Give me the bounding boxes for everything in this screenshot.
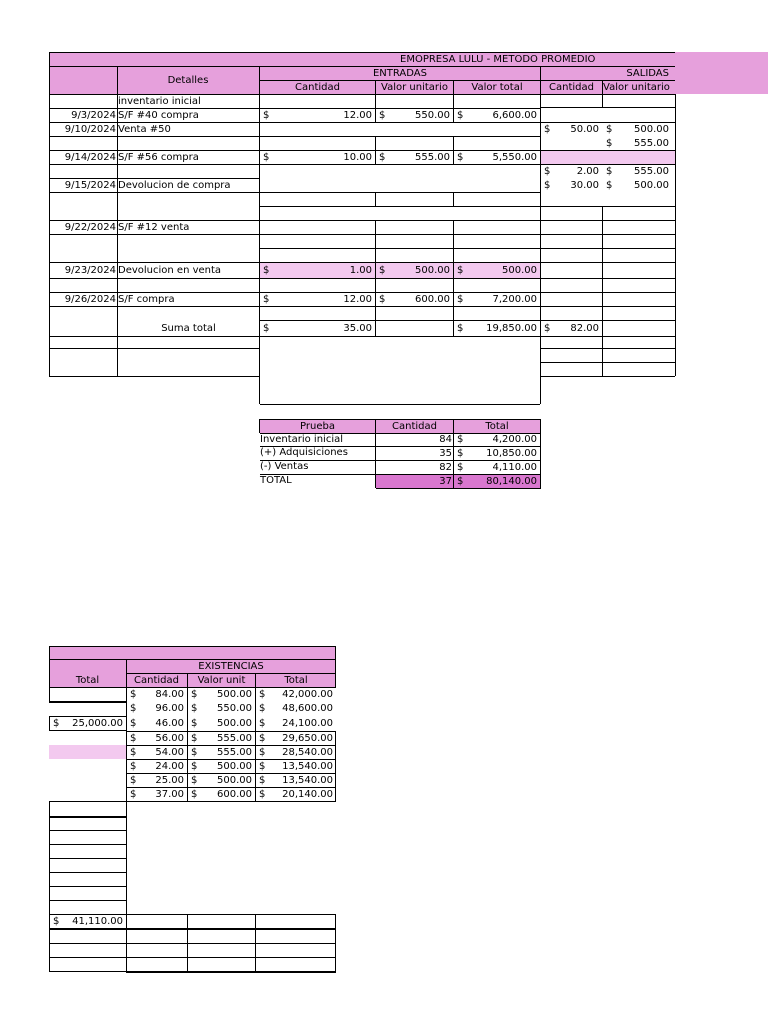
existencias-col-cantidad: Cantidad: [134, 674, 179, 686]
e-unit-r5: $ 555.00: [379, 151, 450, 163]
existencias-final-total: $ 41,110.00: [53, 915, 123, 927]
existencias-col-valor: Valor unit: [197, 674, 246, 686]
detail-r5: S/F #56 compra: [118, 152, 199, 163]
prueba-total: $ 4,110.00: [457, 461, 537, 473]
ex-total: $ 28,540.00: [259, 746, 333, 758]
rule: [49, 872, 127, 873]
detail-r10: S/F compra: [118, 294, 175, 305]
ex-unit: $ 600.00: [191, 788, 252, 800]
prueba-total: $ 4,200.00: [457, 434, 537, 445]
ex-unit: $ 555.00: [191, 732, 252, 744]
rule: [126, 914, 127, 972]
rule: [259, 94, 260, 404]
date-r9: 9/23/2024: [64, 264, 116, 276]
rule: [49, 687, 127, 701]
rule: [49, 886, 127, 887]
rule: [49, 957, 336, 958]
prueba-col-total: Total: [485, 420, 509, 432]
suma-s-qty: $ 82.00: [544, 322, 599, 334]
ex-unit: $ 555.00: [191, 746, 252, 758]
date-r3: 9/10/2024: [64, 123, 116, 135]
e-qty-r10: $ 12.00: [263, 293, 372, 305]
col-valor-unitario: Valor unitario: [381, 81, 448, 93]
rule: [541, 94, 675, 95]
ex-qty: $ 54.00: [130, 746, 184, 758]
e-total-r10: $ 7,200.00: [457, 293, 537, 305]
rule: [49, 234, 260, 235]
e-unit-r9: $ 500.00: [379, 264, 450, 276]
rule: [540, 419, 541, 488]
date-r5: 9/14/2024: [64, 151, 116, 163]
rule: [49, 816, 127, 818]
rule: [541, 306, 675, 307]
col-s-valor-unitario: Valor unitario: [603, 81, 670, 93]
rule: [335, 914, 336, 972]
ex-total: $ 48,600.00: [259, 703, 333, 714]
ex-qty: $ 56.00: [130, 732, 184, 744]
ex-total: $ 24,100.00: [259, 718, 333, 729]
rule: [541, 376, 675, 377]
rule: [541, 348, 675, 349]
rule: [541, 220, 675, 222]
suma-e-total: $ 19,850.00: [457, 322, 537, 334]
s-unit-r6: $ 555.00: [606, 165, 669, 177]
e-total-r9: $ 500.00: [457, 264, 537, 276]
col-cantidad: Cantidad: [295, 81, 340, 93]
prueba-label: Inventario inicial: [260, 434, 344, 445]
rule: [602, 94, 603, 108]
rule: [541, 292, 675, 293]
rule: [541, 262, 675, 263]
rule: [260, 336, 540, 337]
rule: [49, 943, 336, 944]
rule: [540, 94, 541, 404]
prueba-label: TOTAL: [260, 475, 292, 486]
col-s-cantidad: Cantidad: [549, 81, 594, 93]
rule: [541, 107, 675, 109]
suma-label: Suma total: [161, 322, 216, 334]
detail-r9: Devolucion en venta: [118, 265, 222, 276]
rule: [541, 248, 675, 249]
date-r2: 9/3/2024: [71, 109, 116, 121]
header-overflow-bg: [675, 52, 768, 94]
rule: [260, 306, 540, 307]
rule: [541, 336, 675, 337]
ex-qty: $ 96.00: [130, 703, 184, 714]
rule: [126, 971, 336, 973]
rule: [49, 192, 260, 193]
prueba-total: $ 10,850.00: [457, 447, 537, 459]
prueba-qty: 84: [439, 434, 452, 445]
rule: [187, 914, 188, 972]
rule: [49, 278, 260, 279]
ex-unit: $ 500.00: [191, 718, 252, 729]
rule: [49, 376, 260, 377]
page-title: EMOPRESA LULU - METODO PROMEDIO: [400, 54, 596, 65]
ex-qty: $ 46.00: [130, 718, 184, 729]
e-total-r5: $ 5,550.00: [457, 151, 537, 163]
e-qty-r5: $ 10.00: [263, 151, 372, 163]
rule: [49, 830, 127, 831]
salidas-highlight: [541, 151, 675, 164]
rule: [49, 844, 127, 845]
rule: [453, 192, 454, 206]
rule: [126, 801, 336, 802]
prueba-qty: 37: [439, 475, 452, 487]
rule: [376, 488, 541, 489]
ex-unit: $ 500.00: [191, 774, 252, 786]
ex-qty: $ 25.00: [130, 774, 184, 786]
e-total-r2: $ 6,600.00: [457, 109, 537, 121]
ex-unit: $ 500.00: [191, 760, 252, 772]
rule: [375, 192, 376, 206]
e-qty-r9: $ 1.00: [263, 264, 372, 276]
rule: [260, 220, 540, 221]
rule: [49, 306, 260, 307]
ex-unit: $ 550.00: [191, 703, 252, 714]
detail-r8: S/F #12 venta: [118, 222, 190, 233]
s-qty-r7: $ 30.00: [544, 179, 599, 191]
rule: [602, 206, 603, 376]
detail-r1: inventario inicial: [118, 96, 201, 107]
rule: [49, 900, 127, 901]
col-valor-total: Valor total: [471, 81, 523, 93]
detail-r2: S/F #40 compra: [118, 110, 199, 121]
rule: [255, 914, 256, 972]
rule: [49, 164, 260, 165]
ex-unit: $ 500.00: [191, 688, 252, 700]
s-unit-r3: $ 500.00: [606, 123, 669, 135]
date-r8: 9/22/2024: [64, 221, 116, 233]
rule: [260, 404, 540, 405]
rule: [49, 701, 127, 703]
rule: [49, 336, 260, 337]
salidas-header: SALIDAS: [626, 67, 669, 79]
rule: [541, 278, 675, 279]
date-r7: 9/15/2024: [64, 179, 116, 191]
rule: [260, 136, 540, 137]
rule: [541, 234, 675, 235]
ex-qty: $ 84.00: [130, 688, 184, 700]
date-r10: 9/26/2024: [64, 293, 116, 305]
ex-total: $ 20,140.00: [259, 788, 333, 800]
rule: [260, 164, 540, 165]
prueba-col-label: Prueba: [300, 420, 335, 432]
ex-total: $ 13,540.00: [259, 760, 333, 772]
existencias-title: EXISTENCIAS: [198, 660, 264, 672]
detail-r7: Devolucion de compra: [118, 180, 231, 191]
rule: [49, 136, 260, 137]
detail-r3: Venta #50: [118, 124, 171, 135]
ex-qty: $ 24.00: [130, 760, 184, 772]
prueba-label: (+) Adquisiciones: [260, 447, 348, 458]
suma-e-qty: $ 35.00: [263, 322, 372, 334]
rule: [49, 646, 336, 647]
rule: [49, 52, 50, 94]
rule: [260, 248, 540, 249]
ex-total: $ 13,540.00: [259, 774, 333, 786]
existencias-highlight: [49, 745, 127, 759]
detalles-header: Detalles: [167, 74, 209, 86]
prueba-qty: 35: [439, 447, 452, 459]
prueba-qty: 82: [439, 461, 452, 473]
rule: [260, 278, 540, 279]
ex-qty: $ 37.00: [130, 788, 184, 800]
s-qty-r3: $ 50.00: [544, 123, 599, 135]
rule: [260, 206, 540, 207]
s-qty-r6: $ 2.00: [544, 165, 599, 177]
prueba-label: (-) Ventas: [260, 461, 309, 472]
existencias-col-total-s: Total: [75, 674, 100, 686]
rule: [541, 362, 675, 363]
rule: [49, 348, 260, 349]
rule: [260, 234, 540, 235]
s-unit-r4: $ 555.00: [606, 137, 669, 149]
e-unit-r10: $ 600.00: [379, 293, 450, 305]
prueba-total: $ 80,140.00: [457, 475, 537, 487]
e-qty-r2: $ 12.00: [263, 109, 372, 121]
rule: [675, 94, 676, 376]
entradas-header: ENTRADAS: [372, 67, 427, 79]
e-unit-r2: $ 550.00: [379, 109, 450, 121]
existencias-col-total: Total: [284, 674, 308, 686]
rule: [49, 971, 126, 972]
rule: [49, 928, 336, 930]
rule: [260, 122, 540, 123]
rule: [541, 206, 675, 207]
existencias-salida-total: $ 25,000.00: [53, 718, 123, 729]
rule: [260, 192, 540, 193]
ex-total: $ 42,000.00: [259, 688, 333, 700]
rule: [49, 858, 127, 859]
ex-total: $ 29,650.00: [259, 732, 333, 744]
prueba-col-cantidad: Cantidad: [392, 420, 437, 432]
s-unit-r7: $ 500.00: [606, 179, 669, 191]
